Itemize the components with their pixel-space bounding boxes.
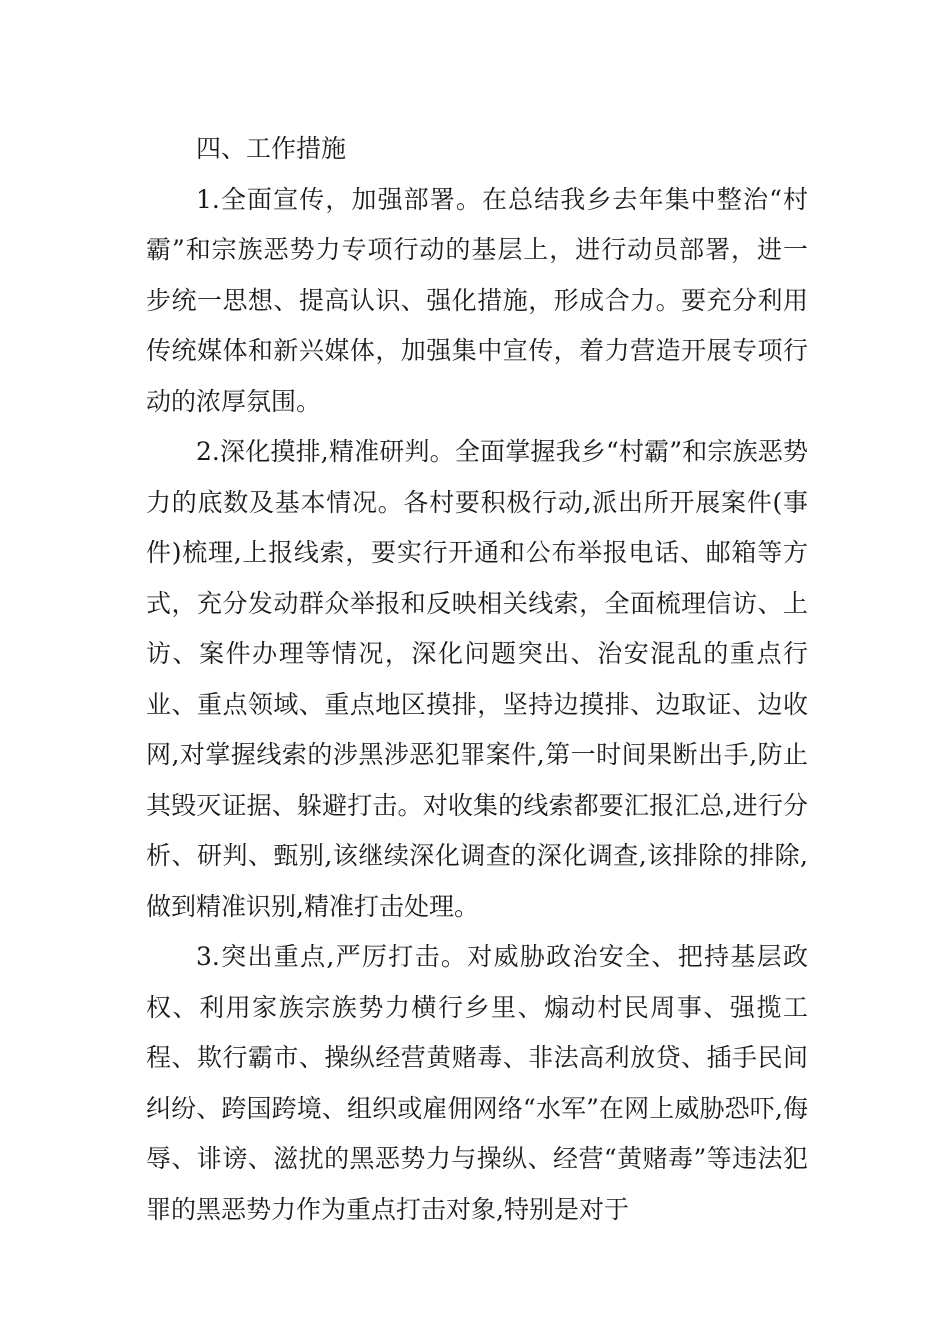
paragraph-2: 2.深化摸排,精准研判。全面掌握我乡“村霸”和宗族恶势力的底数及基本情况。各村要积极行动,派出所开展案件(事件)梳理,上报线索，要实行开通和公布举报电话、邮箱等方式，充分发动群众举报和反映相关线索，全面梳理信访、上访、案件办理等情况，深化问题突出、治安混乱的重点行业、重点领域、重点地区摸排，坚持边摸排、边取证、边收网,对掌握线索的涉黑涉恶犯罪案件,第一时间果断出手,防止其毁灭证据、躲避打击。对收集的线索都要汇报汇总,进行分析、研判、甄别,该继续深化调查的深化调查,该排除的排除,做到精准识别,精准打击处理。 [146,437,808,921]
section-heading: 四、工作措施 [196,134,347,163]
paragraph-3: 3.突出重点,严厉打击。对威胁政治安全、把持基层政权、利用家族宗族势力横行乡里、煽动村民周事、强揽工程、欺行霸市、操纵经营黄赌毒、非法高利放贷、插手民间纠纷、跨国跨境、组织或雇佣网络“水军”在网上威胁恐吓,侮辱、诽谤、滋扰的黑恶势力与操纵、经营“黄赌毒”等违法犯罪的黑恶势力作为重点打击对象,特别是对于 [146,942,808,1224]
document-body [146,124,808,1235]
paragraph-1: 1.全面宣传，加强部署。在总结我乡去年集中整治“村霸”和宗族恶势力专项行动的基层上，进行动员部署，进一步统一思想、提高认识、强化措施，形成合力。要充分利用传统媒体和新兴媒体，加强集中宣传，着力营造开展专项行动的浓厚氛围。 [146,184,808,416]
